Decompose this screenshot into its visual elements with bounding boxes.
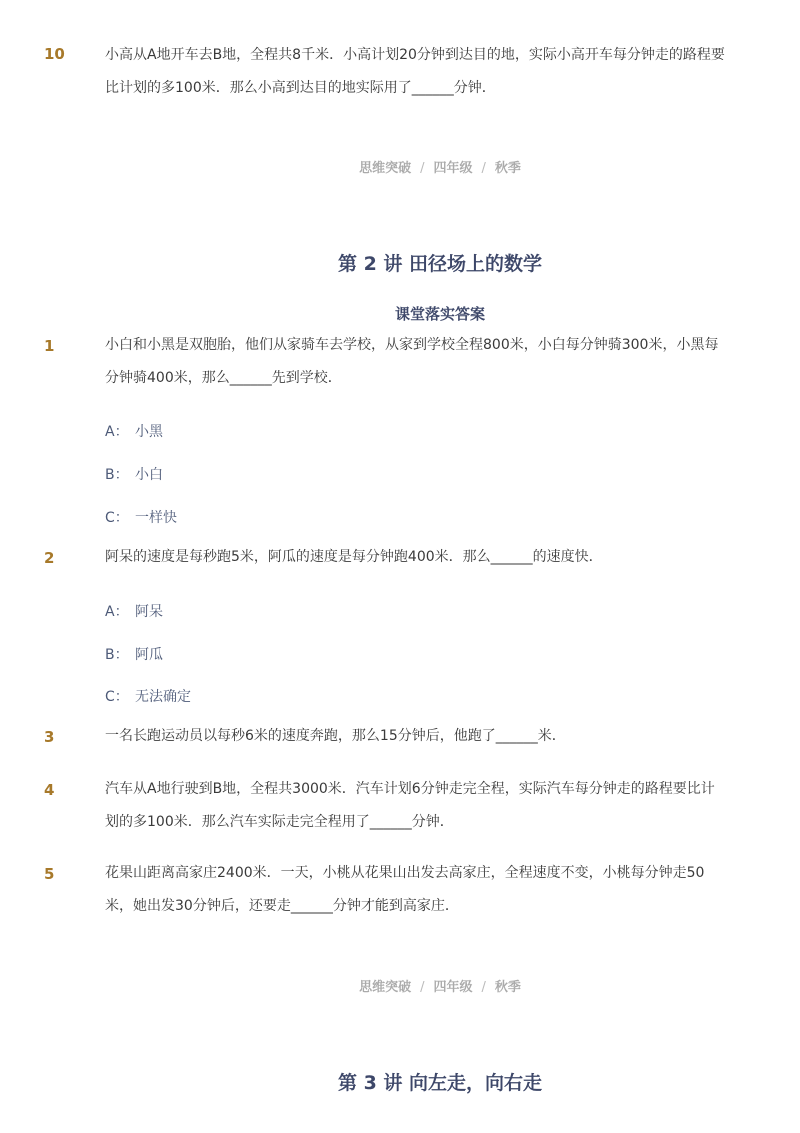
question-text: 小白和小黑是双胞胎，他们从家骑车去学校，从家到学校全程800米，小白每分钟骑300米，小黑每分钟骑400米，那么______先到学校． xyxy=(105,337,719,386)
answer-option[interactable] xyxy=(105,421,163,441)
lecture-title: 第 3 讲 向左走，向右走 xyxy=(337,1072,543,1094)
question-text: 阿呆的速度是每秒跑5米，阿瓜的速度是每分钟跑400米．那么______的速度快． xyxy=(105,549,603,565)
footer-series: 思维突破 xyxy=(359,161,412,176)
option-text: 一样快 xyxy=(135,510,177,526)
question-number: 2 xyxy=(44,549,55,567)
option-letter: A： xyxy=(105,424,129,440)
option-text: 阿瓜 xyxy=(135,647,163,663)
option-letter: B： xyxy=(105,467,129,483)
footer-series: 思维突破 xyxy=(359,980,412,995)
page-footer xyxy=(0,976,800,995)
footer-separator: / xyxy=(481,980,486,995)
footer-separator: / xyxy=(420,161,425,176)
question-text: 一名长跑运动员以每秒6米的速度奔跑，那么15分钟后，他跑了______米． xyxy=(105,728,566,744)
footer-grade: 四年级 xyxy=(433,980,473,995)
question-number: 3 xyxy=(44,728,55,746)
question-number: 10 xyxy=(44,45,65,63)
question-number: 5 xyxy=(44,865,55,883)
question-number: 1 xyxy=(44,337,55,355)
footer-separator: / xyxy=(481,161,486,176)
option-text: 小黑 xyxy=(135,424,163,440)
question-text: 花果山距离高家庄2400米．一天，小桃从花果山出发去高家庄，全程速度不变，小桃每分钟走50米，她出发30分钟后，还要走______分钟才能到高家庄． xyxy=(105,865,705,914)
footer-season: 秋季 xyxy=(494,980,521,995)
section-subtitle: 课堂落实答案 xyxy=(394,305,485,323)
answer-option[interactable] xyxy=(105,464,163,484)
answer-option[interactable] xyxy=(105,601,163,621)
question-number: 4 xyxy=(44,781,55,799)
option-text: 无法确定 xyxy=(135,689,191,705)
answer-option[interactable] xyxy=(105,686,191,706)
option-letter: A： xyxy=(105,604,129,620)
footer-separator: / xyxy=(420,980,425,995)
question-text: 汽车从A地行驶到B地，全程共3000米．汽车计划6分钟走完全程，实际汽车每分钟走的路程要比计划的多100米．那么汽车实际走完全程用了______分钟． xyxy=(105,781,715,830)
page-footer xyxy=(0,157,800,176)
option-text: 小白 xyxy=(135,467,163,483)
option-letter: C： xyxy=(105,510,129,526)
option-text: 阿呆 xyxy=(135,604,163,620)
footer-season: 秋季 xyxy=(494,161,521,176)
lecture-title: 第 2 讲 田径场上的数学 xyxy=(337,253,543,275)
option-letter: B： xyxy=(105,647,129,663)
option-letter: C： xyxy=(105,689,129,705)
question-text: 小高从A地开车去B地，全程共8千米．小高计划20分钟到达目的地，实际小高开车每分钟走的路程要比计划的多100米．那么小高到达目的地实际用了______分钟． xyxy=(105,47,725,96)
answer-option[interactable] xyxy=(105,644,163,664)
footer-grade: 四年级 xyxy=(433,161,473,176)
answer-option[interactable] xyxy=(105,507,177,527)
